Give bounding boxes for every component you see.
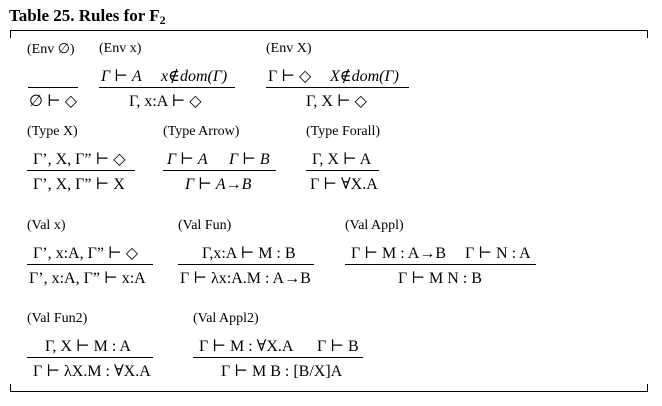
rule-premise: Γ ⊢ N : A: [465, 245, 531, 262]
rule-premise: Γ ⊢ B: [317, 338, 359, 355]
rule-name: (Type X): [27, 124, 78, 139]
rule-name: (Val Fun2): [27, 311, 88, 326]
rule-conclusion: Γ ⊢ λX.M : ∀X.A: [33, 363, 151, 380]
inference-bar: [193, 357, 363, 358]
frame-corner-top-right: [647, 30, 648, 38]
rule-premise: Γ’, x:A, Γ” ⊢ ◇: [33, 245, 138, 262]
caption-subscript: 2: [159, 13, 166, 27]
rule-premise: Γ, X ⊢ M : A: [45, 338, 131, 355]
frame-corner-top-left: [10, 30, 11, 38]
rule-name: (Val Appl): [345, 218, 404, 233]
rule-name: (Val x): [27, 218, 66, 233]
rule-conclusion: Γ ⊢ ∀X.A: [310, 176, 378, 193]
inference-bar: [27, 170, 135, 171]
rule-name: (Val Appl2): [193, 311, 259, 326]
rule-name: (Type Forall): [306, 124, 381, 139]
rule-conclusion: Γ’, x:A, Γ” ⊢ x:A: [29, 270, 146, 287]
inference-bar: [163, 170, 276, 171]
rule-name: (Val Fun): [178, 218, 232, 233]
inference-bar: [345, 264, 536, 265]
inference-bar: [266, 87, 409, 88]
rule-conclusion: Γ ⊢ M B : [B/X]A: [221, 363, 343, 380]
rule-name: (Type Arrow): [163, 124, 240, 139]
caption-text: Table 25. Rules for F: [9, 6, 160, 25]
inference-bar: [178, 264, 314, 265]
rule-premise: Γ,x:A ⊢ M : B: [202, 245, 296, 262]
rule-conclusion: ∅ ⊢ ◇: [29, 93, 77, 110]
rule-conclusion: Γ ⊢ A→B: [185, 176, 252, 193]
inference-bar: [27, 357, 153, 358]
inference-bar: [27, 264, 153, 265]
rule-conclusion: Γ ⊢ λx:A.M : A→B: [180, 270, 311, 287]
rule-premise: x∉dom(Γ): [161, 68, 228, 85]
rule-premise: Γ’, X, Γ” ⊢ ◇: [33, 151, 126, 168]
table-bottom-rule: [10, 391, 648, 392]
rule-premise: Γ ⊢ M : A→B: [351, 245, 447, 262]
rule-premise: Γ ⊢ A: [167, 151, 208, 168]
inference-bar: [306, 170, 379, 171]
inference-bar: [99, 87, 235, 88]
rule-premise: Γ ⊢ M : ∀X.A: [199, 338, 294, 355]
rule-conclusion: Γ, X ⊢ ◇: [306, 93, 367, 110]
rule-name: (Env X): [266, 41, 312, 56]
rule-premise: Γ, X ⊢ A: [312, 151, 372, 168]
table-top-rule: [10, 30, 648, 31]
inference-bar: [28, 87, 78, 88]
rule-conclusion: Γ ⊢ M N : B: [398, 270, 482, 287]
rule-conclusion: Γ, x:A ⊢ ◇: [129, 93, 202, 110]
rule-premise: X∉dom(Γ): [330, 68, 399, 85]
rule-premise: Γ ⊢ B: [229, 151, 270, 168]
table-caption: [9, 6, 166, 28]
rule-name: (Env x): [99, 41, 142, 56]
rule-conclusion: Γ’, X, Γ” ⊢ X: [33, 176, 125, 193]
rule-premise: Γ ⊢ A: [101, 68, 142, 85]
rule-premise: Γ ⊢ ◇: [268, 68, 312, 85]
rule-name: (Env ∅): [27, 42, 75, 57]
